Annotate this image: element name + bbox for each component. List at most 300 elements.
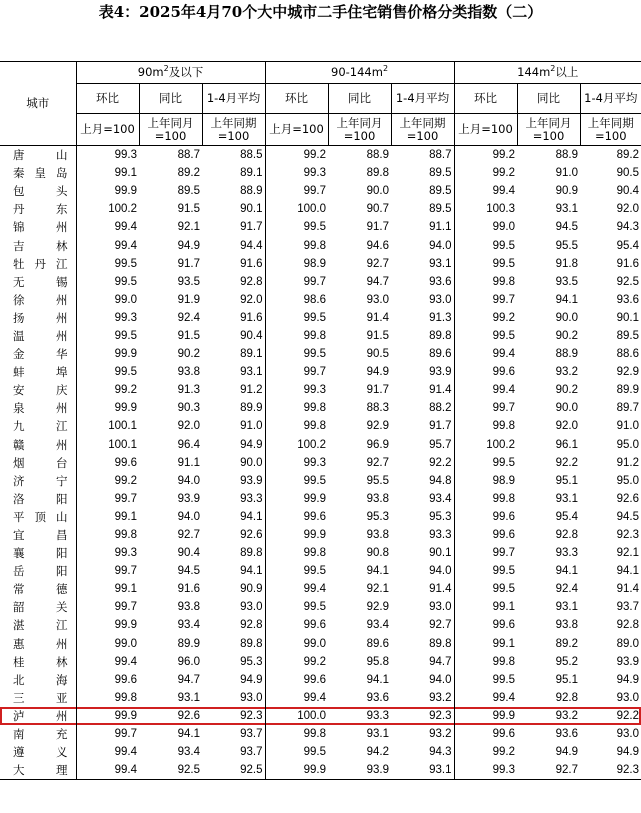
value-cell: 99.1 [114, 583, 137, 596]
value-cell: 91.5 [177, 203, 200, 216]
value-cell: 99.8 [492, 492, 516, 505]
value-cell: 99.9 [265, 761, 328, 780]
value-cell: 94.0 [391, 562, 454, 580]
value-cell: 88.9 [366, 149, 390, 162]
value-cell: 93.1 [202, 363, 265, 381]
value-cell: 93.0 [616, 728, 640, 741]
table-row [0, 580, 641, 598]
value-cell: 88.9 [555, 348, 579, 361]
city-cell: 南充 [0, 725, 76, 743]
value-cell: 100.2 [108, 203, 137, 216]
group-header-large: $144m^2$以上 [454, 62, 641, 84]
group-header-medium: $90-144m^2$ [265, 62, 454, 84]
base-header-2: 上年同期=100 [391, 114, 454, 146]
value-cell: 99.5 [303, 311, 327, 324]
value-cell: 89.5 [616, 329, 640, 342]
value-cell: 99.0 [114, 293, 137, 306]
value-cell: 88.9 [555, 149, 579, 162]
group-header-small: $90m^2$及以下 [76, 62, 265, 84]
subheader-1: 同比 [328, 84, 391, 114]
value-cell: 93.9 [202, 472, 265, 490]
value-cell: 99.5 [303, 565, 327, 578]
value-cell: 95.3 [366, 510, 390, 523]
value-cell: 99.4 [114, 221, 137, 234]
value-cell: 91.2 [616, 456, 640, 469]
value-cell: 99.6 [114, 673, 137, 686]
value-cell: 94.1 [177, 728, 200, 741]
base-header-1: 上年同月=100 [328, 114, 391, 146]
value-cell: 90.2 [177, 348, 200, 361]
base-header-0: 上月=100 [454, 114, 517, 146]
value-cell: 99.8 [303, 420, 327, 433]
value-cell: 91.9 [177, 293, 200, 306]
value-cell: 99.7 [114, 601, 137, 614]
value-cell: 94.1 [555, 565, 579, 578]
city-cell: 泉州 [0, 399, 76, 417]
subheader-2: 1-4月平均 [391, 84, 454, 114]
value-cell: 93.4 [366, 619, 390, 632]
value-cell: 93.1 [177, 691, 200, 704]
value-cell: 90.2 [555, 384, 579, 397]
value-cell: 94.5 [555, 221, 579, 234]
value-cell: 92.6 [616, 492, 640, 505]
value-cell: 99.8 [303, 239, 327, 252]
city-cell: 平顶山 [0, 508, 76, 526]
value-cell: 99.7 [492, 293, 516, 306]
value-cell: 99.2 [114, 474, 137, 487]
value-cell: 89.2 [177, 167, 200, 180]
value-cell: 99.2 [114, 384, 137, 397]
value-cell: 93.7 [616, 601, 640, 614]
table-row [0, 454, 641, 472]
city-cell: 湛江 [0, 616, 76, 634]
table-row [0, 544, 641, 562]
value-cell: 93.4 [177, 746, 200, 759]
value-cell: 100.0 [297, 203, 327, 216]
value-cell: 89.9 [202, 399, 265, 417]
value-cell: 96.1 [555, 438, 579, 451]
value-cell: 99.9 [114, 402, 137, 415]
value-cell: 99.7 [114, 728, 137, 741]
table-row [0, 689, 641, 707]
value-cell: 92.3 [202, 707, 265, 725]
value-cell: 91.0 [202, 417, 265, 435]
city-cell: 遵义 [0, 743, 76, 761]
value-cell: 89.7 [616, 402, 640, 415]
value-cell: 88.5 [202, 146, 265, 165]
value-cell: 99.4 [114, 239, 137, 252]
value-cell: 98.9 [303, 257, 327, 270]
value-cell: 94.2 [366, 746, 390, 759]
value-cell: 99.5 [303, 746, 327, 759]
value-cell: 91.7 [366, 384, 390, 397]
value-cell: 93.1 [555, 203, 579, 216]
value-cell: 99.6 [492, 619, 516, 632]
value-cell: 93.3 [328, 707, 391, 725]
table-row [0, 218, 641, 236]
value-cell: 95.7 [391, 436, 454, 454]
value-cell: 100.3 [486, 203, 516, 216]
city-cell: 大理 [0, 761, 76, 780]
table-row [0, 725, 641, 743]
value-cell: 93.1 [555, 601, 579, 614]
value-cell: 99.5 [303, 474, 327, 487]
value-cell: 92.2 [391, 454, 454, 472]
value-cell: 99.8 [303, 728, 327, 741]
value-cell: 100.1 [108, 438, 137, 451]
value-cell: 98.6 [303, 293, 327, 306]
value-cell: 99.2 [492, 311, 516, 324]
value-cell: 90.5 [616, 167, 640, 180]
city-cell: 济宁 [0, 472, 76, 490]
value-cell: 95.0 [616, 438, 640, 451]
table-row [0, 255, 641, 273]
value-cell: 88.2 [391, 399, 454, 417]
value-cell: 89.9 [616, 384, 640, 397]
value-cell: 99.5 [114, 257, 137, 270]
city-cell: 丹东 [0, 200, 76, 218]
value-cell: 92.3 [580, 761, 641, 780]
city-cell: 包头 [0, 182, 76, 200]
value-cell: 94.5 [177, 565, 200, 578]
value-cell: 89.8 [391, 635, 454, 653]
subheader-1: 同比 [139, 84, 202, 114]
value-cell: 100.2 [297, 438, 327, 451]
value-cell: 94.3 [391, 743, 454, 761]
value-cell: 99.9 [76, 707, 139, 725]
value-cell: 88.7 [177, 149, 200, 162]
value-cell: 91.4 [391, 381, 454, 399]
city-cell: 牡丹江 [0, 255, 76, 273]
value-cell: 99.6 [114, 456, 137, 469]
value-cell: 93.3 [391, 526, 454, 544]
value-cell: 99.3 [303, 456, 327, 469]
value-cell: 99.5 [492, 673, 516, 686]
value-cell: 95.0 [616, 474, 640, 487]
value-cell: 93.6 [391, 273, 454, 291]
value-cell: 99.8 [303, 402, 327, 415]
table-row [0, 200, 641, 218]
value-cell: 92.5 [139, 761, 202, 780]
value-cell: 93.2 [517, 707, 580, 725]
subheader-0: 环比 [265, 84, 328, 114]
value-cell: 93.1 [555, 492, 579, 505]
value-cell: 90.3 [177, 402, 200, 415]
value-cell: 99.5 [303, 601, 327, 614]
value-cell: 100.1 [108, 420, 137, 433]
value-cell: 99.2 [303, 149, 327, 162]
value-cell: 93.6 [616, 293, 640, 306]
value-cell: 99.6 [303, 510, 327, 523]
value-cell: 91.4 [366, 311, 390, 324]
city-cell: 安庆 [0, 381, 76, 399]
subheader-0: 环比 [76, 84, 139, 114]
city-cell: 泸州 [0, 707, 76, 725]
value-cell: 99.1 [114, 167, 137, 180]
value-cell: 94.3 [616, 221, 640, 234]
city-cell: 襄阳 [0, 544, 76, 562]
city-cell: 北海 [0, 671, 76, 689]
value-cell: 95.5 [555, 239, 579, 252]
value-cell: 93.8 [555, 619, 579, 632]
value-cell: 90.1 [202, 200, 265, 218]
city-cell: 常德 [0, 580, 76, 598]
value-cell: 90.5 [366, 348, 390, 361]
value-cell: 99.9 [303, 529, 327, 542]
value-cell: 91.7 [391, 417, 454, 435]
value-cell: 92.3 [391, 707, 454, 725]
value-cell: 93.4 [177, 619, 200, 632]
value-cell: 92.1 [366, 583, 390, 596]
value-cell: 99.5 [492, 257, 516, 270]
value-cell: 96.4 [177, 438, 200, 451]
value-cell: 99.4 [492, 384, 516, 397]
value-cell: 93.1 [366, 728, 390, 741]
value-cell: 95.3 [202, 653, 265, 671]
table-row [0, 236, 641, 254]
value-cell: 92.7 [391, 616, 454, 634]
value-cell: 99.0 [492, 221, 516, 234]
value-cell: 93.8 [177, 601, 200, 614]
table-row [0, 417, 641, 435]
value-cell: 93.9 [616, 655, 640, 668]
value-cell: 99.6 [492, 510, 516, 523]
value-cell: 92.9 [366, 601, 390, 614]
table-row [0, 490, 641, 508]
value-cell: 95.1 [555, 474, 579, 487]
value-cell: 96.0 [177, 655, 200, 668]
value-cell: 93.7 [202, 743, 265, 761]
city-cell: 温州 [0, 327, 76, 345]
value-cell: 99.9 [303, 492, 327, 505]
value-cell: 93.9 [177, 492, 200, 505]
table-row [0, 526, 641, 544]
value-cell: 90.4 [177, 547, 200, 560]
subheader-1: 同比 [517, 84, 580, 114]
value-cell: 91.1 [391, 218, 454, 236]
value-cell: 91.3 [177, 384, 200, 397]
value-cell: 92.9 [616, 366, 640, 379]
value-cell: 95.2 [555, 655, 579, 668]
value-cell: 94.9 [366, 366, 390, 379]
value-cell: 91.6 [202, 309, 265, 327]
value-cell: 92.7 [366, 456, 390, 469]
table-row [0, 671, 641, 689]
value-cell: 94.9 [555, 746, 579, 759]
value-cell: 93.1 [391, 761, 454, 780]
value-cell: 91.6 [202, 255, 265, 273]
value-cell: 92.7 [517, 761, 580, 780]
value-cell: 91.0 [616, 420, 640, 433]
value-cell: 90.7 [366, 203, 390, 216]
city-cell: 徐州 [0, 291, 76, 309]
value-cell: 93.0 [391, 598, 454, 616]
value-cell: 99.1 [492, 601, 516, 614]
value-cell: 89.6 [391, 345, 454, 363]
value-cell: 99.8 [303, 329, 327, 342]
value-cell: 93.4 [391, 490, 454, 508]
value-cell: 99.5 [114, 275, 137, 288]
value-cell: 93.8 [366, 492, 390, 505]
value-cell: 91.1 [177, 456, 200, 469]
value-cell: 93.5 [177, 275, 200, 288]
value-cell: 99.9 [114, 348, 137, 361]
value-cell: 99.8 [492, 655, 516, 668]
value-cell: 92.8 [555, 691, 579, 704]
value-cell: 99.3 [454, 761, 517, 780]
value-cell: 95.8 [366, 655, 390, 668]
value-cell: 94.9 [616, 673, 640, 686]
value-cell: 91.6 [616, 257, 640, 270]
value-cell: 92.0 [616, 203, 640, 216]
value-cell: 99.3 [114, 311, 137, 324]
subheader-0: 环比 [454, 84, 517, 114]
value-cell: 99.1 [492, 637, 516, 650]
value-cell: 99.7 [114, 565, 137, 578]
value-cell: 89.5 [391, 200, 454, 218]
value-cell: 92.9 [366, 420, 390, 433]
table-row [0, 291, 641, 309]
value-cell: 99.4 [492, 185, 516, 198]
value-cell: 93.8 [177, 366, 200, 379]
value-cell: 89.5 [391, 164, 454, 182]
value-cell: 99.5 [492, 565, 516, 578]
table-row [0, 562, 641, 580]
value-cell: 92.8 [616, 619, 640, 632]
value-cell: 89.8 [391, 327, 454, 345]
value-cell: 99.7 [114, 492, 137, 505]
base-header-0: 上月=100 [76, 114, 139, 146]
value-cell: 93.0 [391, 291, 454, 309]
table-row [0, 381, 641, 399]
value-cell: 94.0 [391, 236, 454, 254]
value-cell: 99.2 [303, 655, 327, 668]
value-cell: 99.5 [492, 583, 516, 596]
value-cell: 91.4 [391, 580, 454, 598]
value-cell: 99.5 [303, 348, 327, 361]
value-cell: 94.1 [366, 565, 390, 578]
table-row [0, 273, 641, 291]
value-cell: 99.4 [492, 691, 516, 704]
table-row [0, 616, 641, 634]
value-cell: 92.8 [555, 529, 579, 542]
subheader-2: 1-4月平均 [202, 84, 265, 114]
value-cell: 90.2 [555, 329, 579, 342]
city-cell: 桂林 [0, 653, 76, 671]
value-cell: 90.9 [202, 580, 265, 598]
value-cell: 92.5 [202, 761, 265, 780]
value-cell: 89.1 [202, 345, 265, 363]
value-cell: 89.5 [177, 185, 200, 198]
value-cell: 99.8 [114, 691, 137, 704]
city-cell: 岳阳 [0, 562, 76, 580]
value-cell: 90.0 [555, 311, 579, 324]
value-cell: 93.0 [366, 293, 390, 306]
value-cell: 99.5 [492, 456, 516, 469]
value-cell: 95.4 [555, 510, 579, 523]
value-cell: 94.7 [177, 673, 200, 686]
value-cell: 94.1 [202, 562, 265, 580]
value-cell: 99.5 [114, 329, 137, 342]
value-cell: 99.7 [492, 547, 516, 560]
value-cell: 99.5 [303, 221, 327, 234]
value-cell: 92.0 [202, 291, 265, 309]
value-cell: 91.5 [177, 329, 200, 342]
table-row [0, 508, 641, 526]
base-header-0: 上月=100 [265, 114, 328, 146]
value-cell: 92.5 [616, 275, 640, 288]
value-cell: 94.1 [555, 293, 579, 306]
value-cell: 94.0 [177, 510, 200, 523]
value-cell: 94.1 [202, 508, 265, 526]
city-cell: 唐山 [0, 146, 76, 165]
value-cell: 99.4 [114, 746, 137, 759]
value-cell: 99.5 [114, 366, 137, 379]
value-cell: 93.6 [555, 728, 579, 741]
table-row [0, 363, 641, 381]
value-cell: 93.2 [391, 725, 454, 743]
table-row [0, 345, 641, 363]
value-cell: 89.8 [202, 544, 265, 562]
value-cell: 99.0 [114, 637, 137, 650]
value-cell: 90.0 [555, 402, 579, 415]
value-cell: 99.3 [303, 384, 327, 397]
city-cell: 惠州 [0, 635, 76, 653]
value-cell: 93.2 [555, 366, 579, 379]
value-cell: 91.3 [391, 309, 454, 327]
city-cell: 宜昌 [0, 526, 76, 544]
value-cell: 89.8 [366, 167, 390, 180]
value-cell: 89.6 [366, 637, 390, 650]
value-cell: 91.6 [177, 583, 200, 596]
table-row [0, 761, 641, 780]
value-cell: 93.6 [366, 691, 390, 704]
value-cell: 94.6 [366, 239, 390, 252]
value-cell: 91.4 [616, 583, 640, 596]
value-cell: 94.1 [366, 673, 390, 686]
value-cell: 93.0 [616, 691, 640, 704]
value-cell: 99.3 [303, 167, 327, 180]
value-cell: 94.7 [366, 275, 390, 288]
base-header-1: 上年同月=100 [517, 114, 580, 146]
table-row [0, 472, 641, 490]
value-cell: 93.3 [555, 547, 579, 560]
value-cell: 95.3 [391, 508, 454, 526]
value-cell: 89.8 [202, 635, 265, 653]
value-cell: 92.0 [177, 420, 200, 433]
value-cell: 93.9 [328, 761, 391, 780]
value-cell: 99.9 [114, 185, 137, 198]
value-cell: 89.2 [616, 149, 640, 162]
value-cell: 96.9 [366, 438, 390, 451]
value-cell: 90.9 [555, 185, 579, 198]
base-header-1: 上年同月=100 [139, 114, 202, 146]
value-cell: 93.7 [202, 725, 265, 743]
value-cell: 93.2 [391, 689, 454, 707]
city-cell: 九江 [0, 417, 76, 435]
value-cell: 90.0 [366, 185, 390, 198]
value-cell: 88.3 [366, 402, 390, 415]
value-cell: 94.5 [616, 510, 640, 523]
city-cell: 三亚 [0, 689, 76, 707]
price-index-table-wrapper [0, 61, 641, 780]
value-cell: 99.9 [454, 707, 517, 725]
value-cell: 99.4 [303, 583, 327, 596]
value-cell: 99.0 [303, 637, 327, 650]
value-cell: 99.6 [492, 529, 516, 542]
value-cell: 91.5 [366, 329, 390, 342]
value-cell: 93.9 [391, 363, 454, 381]
